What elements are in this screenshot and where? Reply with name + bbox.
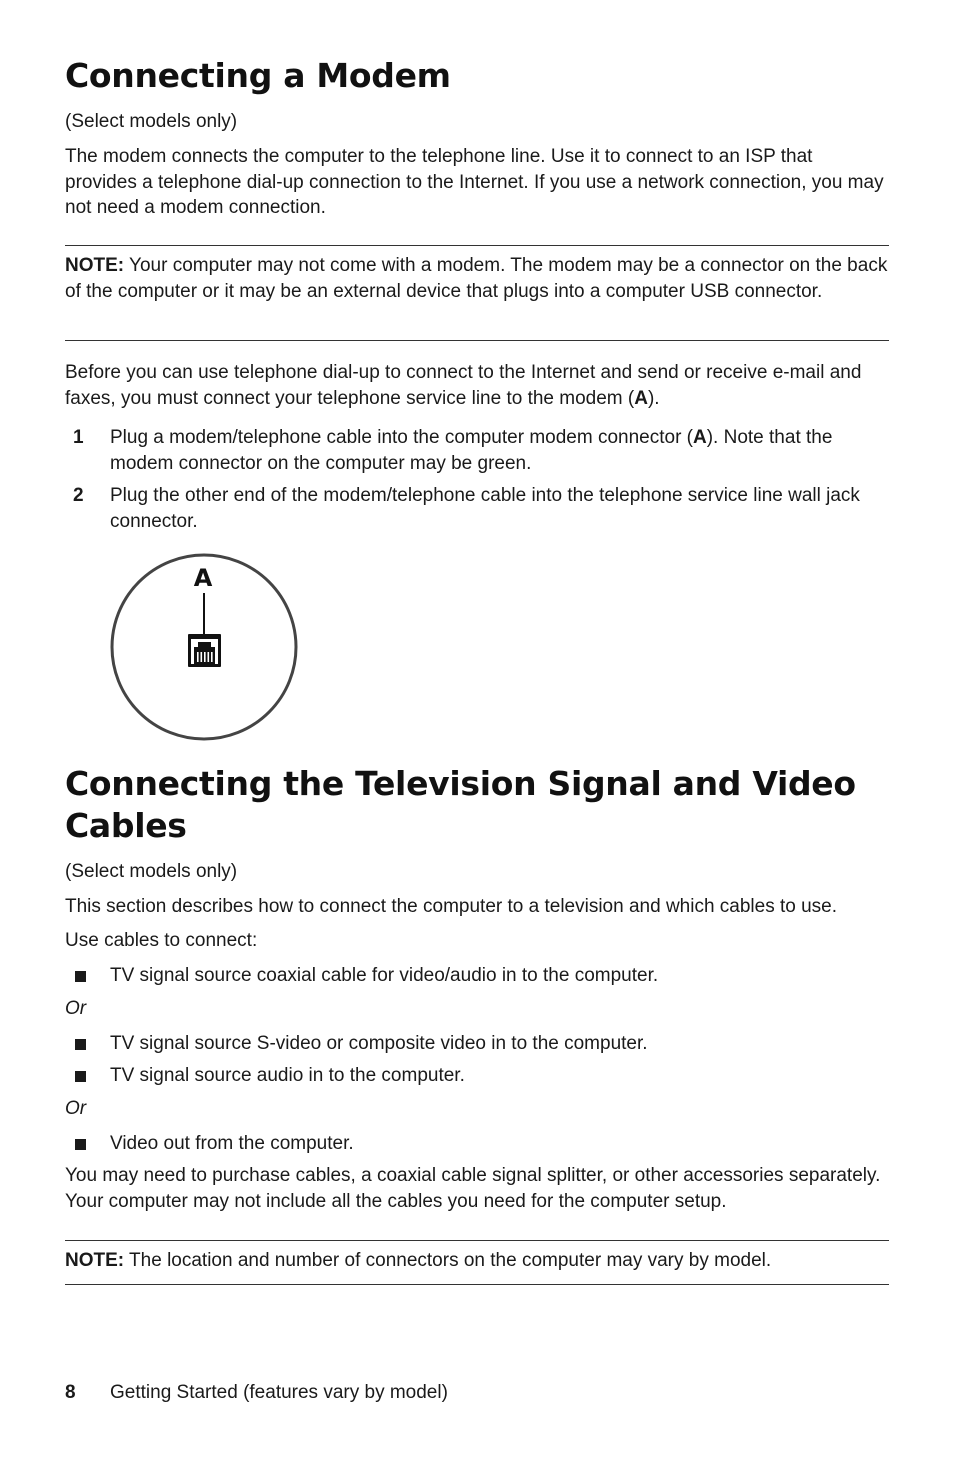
note-bottom-rule	[65, 1284, 889, 1285]
note-label: NOTE:	[65, 1250, 125, 1271]
select-models-note: (Select models only)	[65, 111, 238, 132]
before-text: Before you can use telephone dial-up to connect to the Internet and send or receive e-mail and faxes, you must connect your telephone service line to the modem (	[65, 362, 862, 409]
page-number: 8	[65, 1382, 76, 1403]
purchase-paragraph: You may need to purchase cables, a coaxial cable signal splitter, or other accessories separately. Your computer may not include all the cables you need for the computer setup.	[65, 1165, 881, 1212]
section-title-modem: Connecting a Modem	[65, 56, 451, 95]
bullet-square-icon	[75, 1071, 86, 1082]
modem-intro-paragraph: The modem connects the computer to the telephone line. Use it to connect to an ISP that provides a telephone dial-up connection to the Internet. If you use a network connection, you may not need a modem connection.	[65, 146, 884, 218]
note-bottom-rule	[65, 340, 889, 341]
modem-connector-diagram	[110, 551, 302, 743]
bullet-text: TV signal source audio in to the computer.	[110, 1065, 465, 1086]
before-connector-label: A	[634, 387, 648, 409]
diagram-callout-label: A	[193, 564, 213, 592]
step-text-part: Plug a modem/telephone cable into the computer modem connector (	[110, 427, 693, 448]
use-cables-line: Use cables to connect:	[65, 930, 258, 951]
note-text: The location and number of connectors on the computer may vary by model.	[124, 1250, 772, 1271]
select-models-note-2: (Select models only)	[65, 861, 238, 882]
rj11-port-icon	[188, 634, 221, 667]
bullet-item	[65, 1063, 889, 1089]
note-top-rule	[65, 245, 889, 246]
bullet-text: TV signal source coaxial cable for video/audio in to the computer.	[110, 965, 659, 986]
section-title-television: Connecting the Television Signal and Video Cables	[65, 764, 856, 845]
or-separator: Or	[65, 1098, 87, 1119]
step-1	[65, 425, 889, 476]
bullet-square-icon	[75, 1039, 86, 1050]
bullet-text: TV signal source S-video or composite video in to the computer.	[110, 1033, 648, 1054]
step-2	[65, 483, 889, 534]
tv-note	[65, 1248, 889, 1274]
note-label: NOTE:	[65, 255, 125, 276]
footer-text: Getting Started (features vary by model)	[110, 1382, 448, 1403]
bullet-text: Video out from the computer.	[110, 1133, 354, 1154]
note-text: Your computer may not come with a modem. The modem may be a connector on the back of the computer or it may be an external device that plugs into a computer USB connector.	[65, 255, 888, 302]
step-number: 1	[73, 427, 84, 448]
or-separator: Or	[65, 998, 87, 1019]
before-paragraph	[65, 360, 889, 411]
step-connector-label: A	[693, 427, 707, 448]
bullet-item	[65, 1031, 889, 1057]
bullet-item	[65, 1131, 889, 1157]
bullet-square-icon	[75, 971, 86, 982]
step-number: 2	[73, 485, 84, 506]
page-footer	[65, 1380, 448, 1405]
step-text: Plug the other end of the modem/telephone cable into the telephone service line wall jack connector.	[110, 485, 860, 532]
modem-note	[65, 253, 889, 304]
bullet-item	[65, 963, 889, 989]
step-text	[110, 425, 889, 476]
step-text-part: ). Note that the modem connector on the computer may be green.	[110, 427, 833, 474]
before-text-end: ).	[647, 387, 660, 409]
tv-intro-paragraph: This section describes how to connect the computer to a television and which cables to use.	[65, 896, 838, 917]
note-top-rule	[65, 1240, 889, 1241]
bullet-square-icon	[75, 1139, 86, 1150]
